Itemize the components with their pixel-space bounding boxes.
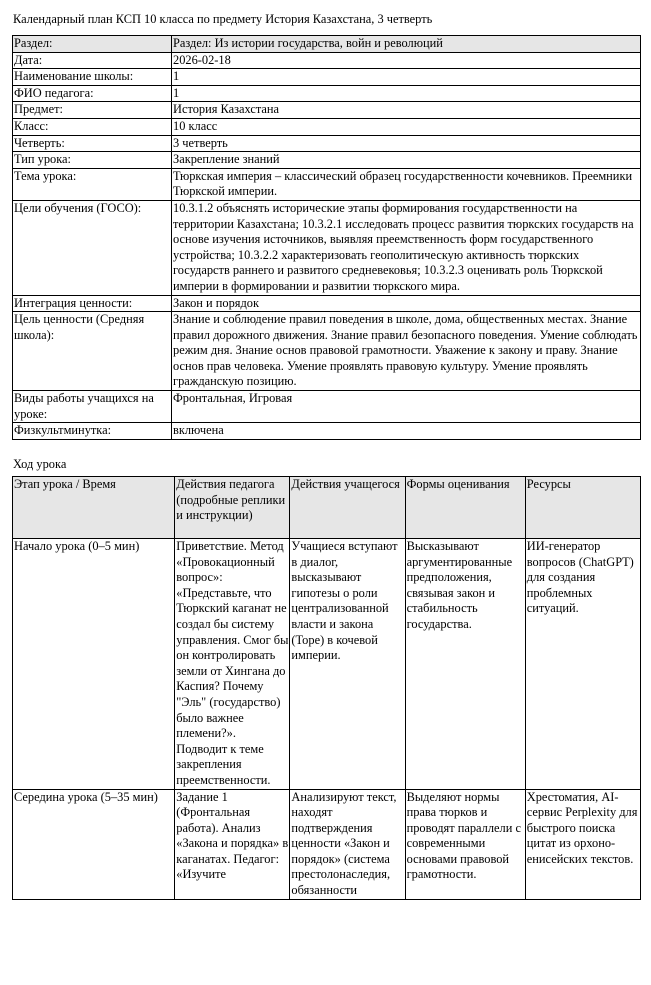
info-row (13, 152, 641, 169)
info-value: включена (172, 423, 641, 440)
lesson-cell-stage: Начало урока (0–5 мин) (13, 539, 175, 790)
info-label: Класс: (13, 118, 172, 135)
info-label: Дата: (13, 52, 172, 69)
lesson-cell-assessment: Высказывают аргументированные предположения, связывая закон и стабильность государства. (405, 539, 525, 790)
info-label: Наименование школы: (13, 69, 172, 86)
info-value: 1 (172, 69, 641, 86)
info-row (13, 391, 641, 423)
info-row (13, 52, 641, 69)
info-value: 10 класс (172, 118, 641, 135)
document-title: Календарный план КСП 10 класса по предмету История Казахстана, 3 четверть (13, 12, 433, 26)
info-label: Физкультминутка: (13, 423, 172, 440)
info-label: ФИО педагога: (13, 85, 172, 102)
info-label: Цель ценности (Средняя школа): (13, 312, 172, 391)
lesson-cell-resources: ИИ-генератор вопросов (ChatGPT) для создания проблемных ситуаций. (525, 539, 640, 790)
lesson-cell-student: Учащиеся вступают в диалог, высказывают гипотезы о роли централизованной власти и закона (Торе) в кочевой империи. (290, 539, 405, 790)
info-label: Предмет: (13, 102, 172, 119)
info-label: Виды работы учащихся на уроке: (13, 391, 172, 423)
info-label: Тема урока: (13, 168, 172, 200)
column-header-stage: Этап урока / Время (13, 477, 175, 539)
lesson-info-table (12, 35, 641, 440)
lesson-cell-student: Анализируют текст, находят подтверждения ценности «Закон и порядок» (система престолонаследия, обязанности (290, 789, 405, 899)
lesson-cell-teacher: Приветствие. Метод «Провокационный вопрос»: «Представьте, что Тюркский каганат не создал бы систему управления. Смог бы он контролировать земли от Хингана до Каспия? Почему "Эль" (государство) было важнее племени?». Подводит к теме закрепления преемственности. (175, 539, 290, 790)
info-row (13, 118, 641, 135)
lesson-cell-teacher: Задание 1 (Фронтальная работа). Анализ «Закона и порядка» в каганатах. Педагог: «Изучите (175, 789, 290, 899)
info-row (13, 102, 641, 119)
info-value: Знание и соблюдение правил поведения в школе, дома, общественных местах. Знание правил дорожного движения. Знание правил безопасного поведения. Умение соблюдать режим дня. Знание основ правовой грамотности. Уважение к закону и праву. Знание основ прав человека. Умение проявлять правовую культуру. Умение проявлять гражданскую позицию. (172, 312, 641, 391)
info-value: Тюркская империя – классический образец государственности кочевников. Преемники Тюркской империи. (172, 168, 641, 200)
lesson-row (13, 789, 641, 899)
info-row (13, 295, 641, 312)
lesson-flow-heading: Ход урока (13, 457, 67, 471)
column-header-teacher: Действия педагога (подробные реплики и инструкции) (175, 477, 290, 539)
info-value: 1 (172, 85, 641, 102)
lesson-flow-header-row (13, 477, 641, 539)
lesson-flow-table (12, 476, 641, 900)
info-value: Раздел: Из истории государства, войн и революций (172, 36, 641, 53)
info-row (13, 168, 641, 200)
lesson-cell-assessment: Выделяют нормы права тюрков и проводят параллели с современными основами правовой грамотности. (405, 789, 525, 899)
info-label: Цели обучения (ГОСО): (13, 200, 172, 295)
info-row (13, 69, 641, 86)
info-value: Фронтальная, Игровая (172, 391, 641, 423)
column-header-resources: Ресурсы (525, 477, 640, 539)
column-header-student: Действия учащегося (290, 477, 405, 539)
info-row (13, 423, 641, 440)
info-label: Тип урока: (13, 152, 172, 169)
info-value: 3 четверть (172, 135, 641, 152)
lesson-row (13, 539, 641, 790)
info-row (13, 200, 641, 295)
info-label: Интеграция ценности: (13, 295, 172, 312)
info-row (13, 312, 641, 391)
info-label: Четверть: (13, 135, 172, 152)
column-header-assessment: Формы оценивания (405, 477, 525, 539)
lesson-cell-resources: Хрестоматия, AI-сервис Perplexity для быстрого поиска цитат из орхоно-енисейских текстов. (525, 789, 640, 899)
info-value: Закрепление знаний (172, 152, 641, 169)
info-row (13, 36, 641, 53)
info-value: Закон и порядок (172, 295, 641, 312)
lesson-cell-stage: Середина урока (5–35 мин) (13, 789, 175, 899)
info-value: 10.3.1.2 объяснять исторические этапы формирования государственности на территории Казахстана; 10.3.2.1 исследовать процесс развития тюркских государств на основе изучения источников, выявляя преемственность форм государственного устройства; 10.3.2.2 характеризовать геополитическую активность тюркских государств раннего и развитого средневековья; 10.3.2.3 оценивать роль Тюркской империи в формировании и развитии тюркского мира. (172, 200, 641, 295)
info-value: 2026-02-18 (172, 52, 641, 69)
info-row (13, 85, 641, 102)
info-row (13, 135, 641, 152)
info-label: Раздел: (13, 36, 172, 53)
info-value: История Казахстана (172, 102, 641, 119)
